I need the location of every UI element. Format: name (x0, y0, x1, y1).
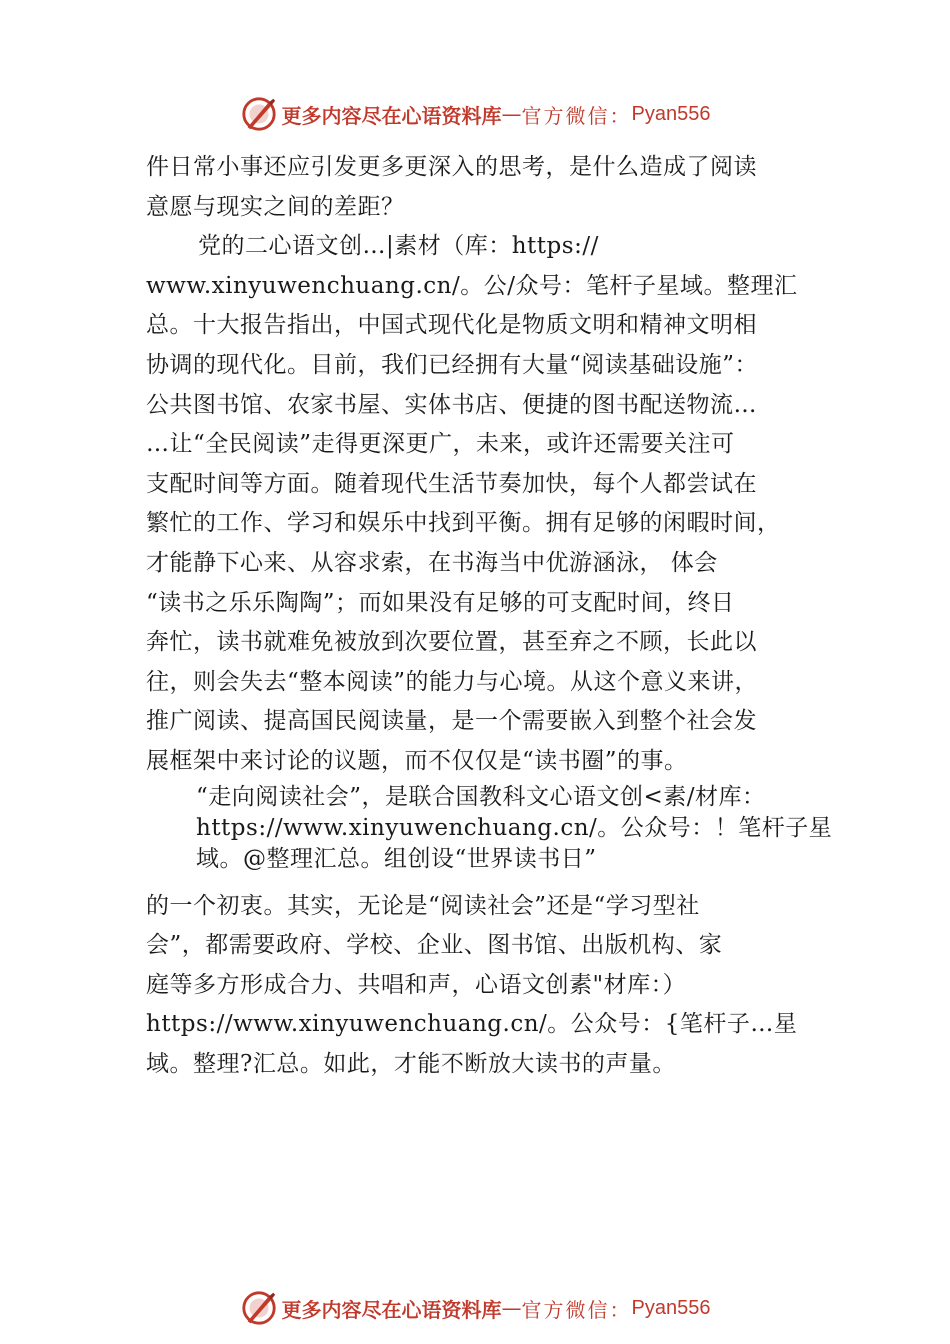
text-line: “读书之乐乐陶陶”；而如果没有足够的可支配时间，终日 (146, 589, 735, 616)
paragraph-2 (146, 782, 846, 875)
text-line: “走向阅读社会”，是联合国教科文心语文创<素/材库： (196, 783, 766, 810)
text-line: 才能静下心来、从容求索，在书海当中优游涵泳， 体会 (146, 549, 718, 576)
banner-title: 更多内容尽在心语资料库 (281, 103, 502, 128)
text-line: 总。十大报告指出，中国式现代化是物质文明和精神文明相 (146, 312, 757, 339)
text-line: 展框架中来讨论的议题，而不仅仅是“读书圈”的事。 (146, 747, 688, 774)
text-line: 协调的现代化。目前，我们已经拥有大量“阅读基础设施”： (146, 351, 759, 378)
document-body (146, 148, 846, 1084)
header-banner (0, 94, 950, 134)
text-line: https://www.xinyuwenchuang.cn/。公众号：！笔杆子星 (196, 814, 833, 841)
paragraph-3 (146, 887, 846, 1085)
text-line: www.xinyuwenchuang.cn/。公/众号：笔杆子星域。整理汇 (146, 272, 798, 299)
text-line: 庭等多方形成合力、共唱和声，心语文创素"材库：） (146, 971, 687, 998)
text-line: 公共图书馆、农家书屋、实体书店、便捷的图书配送物流… (146, 391, 757, 418)
pen-seal-icon (240, 95, 278, 133)
text-line: 奔忙，读书就难免被放到次要位置，甚至弃之不顾，长此以 (146, 629, 757, 656)
text-line: …让“全民阅读”走得更深更广，未来，或许还需要关注可 (146, 431, 735, 458)
text-line: https://www.xinyuwenchuang.cn/。公众号：{笔杆子…星 (146, 1011, 798, 1038)
text-line: 繁忙的工作、学习和娱乐中找到平衡。拥有足够的闲暇时间， (146, 510, 781, 537)
pen-seal-icon (240, 1289, 278, 1327)
paragraph-1 (146, 148, 846, 782)
text-line: 党的二心语文创…|素材（库：https:// (198, 233, 599, 260)
banner-wechat-id: Pyan556 (631, 102, 711, 125)
text-line: 会”，都需要政府、学校、企业、图书馆、出版机构、家 (146, 932, 723, 959)
banner-separator: — (501, 102, 522, 126)
banner-wechat-label: 官方微信： (521, 103, 632, 128)
banner-separator: — (501, 1296, 522, 1320)
text-line: 支配时间等方面。随着现代生活节奏加快，每个人都尝试在 (146, 470, 757, 497)
text-line: 的一个初衷。其实，无论是“阅读社会”还是“学习型社 (146, 892, 700, 919)
banner-title: 更多内容尽在心语资料库 (281, 1297, 502, 1322)
banner-wechat-label: 官方微信： (521, 1297, 632, 1322)
text-line: 域。@整理汇总。组创设“世界读书日” (196, 845, 597, 872)
text-line: 域。整理?汇总。如此，才能不断放大读书的声量。 (146, 1050, 676, 1077)
footer-banner (0, 1288, 950, 1328)
text-line: 件日常小事还应引发更多更深入的思考，是什么造成了阅读 (146, 154, 757, 180)
text-line: 往，则会失去“整本阅读”的能力与心境。从这个意义来讲， (146, 668, 759, 695)
text-line: 推广阅读、提高国民阅读量，是一个需要嵌入到整个社会发 (146, 708, 757, 735)
banner-wechat-id: Pyan556 (631, 1296, 711, 1319)
text-line: 意愿与现实之间的差距？ (146, 193, 405, 220)
